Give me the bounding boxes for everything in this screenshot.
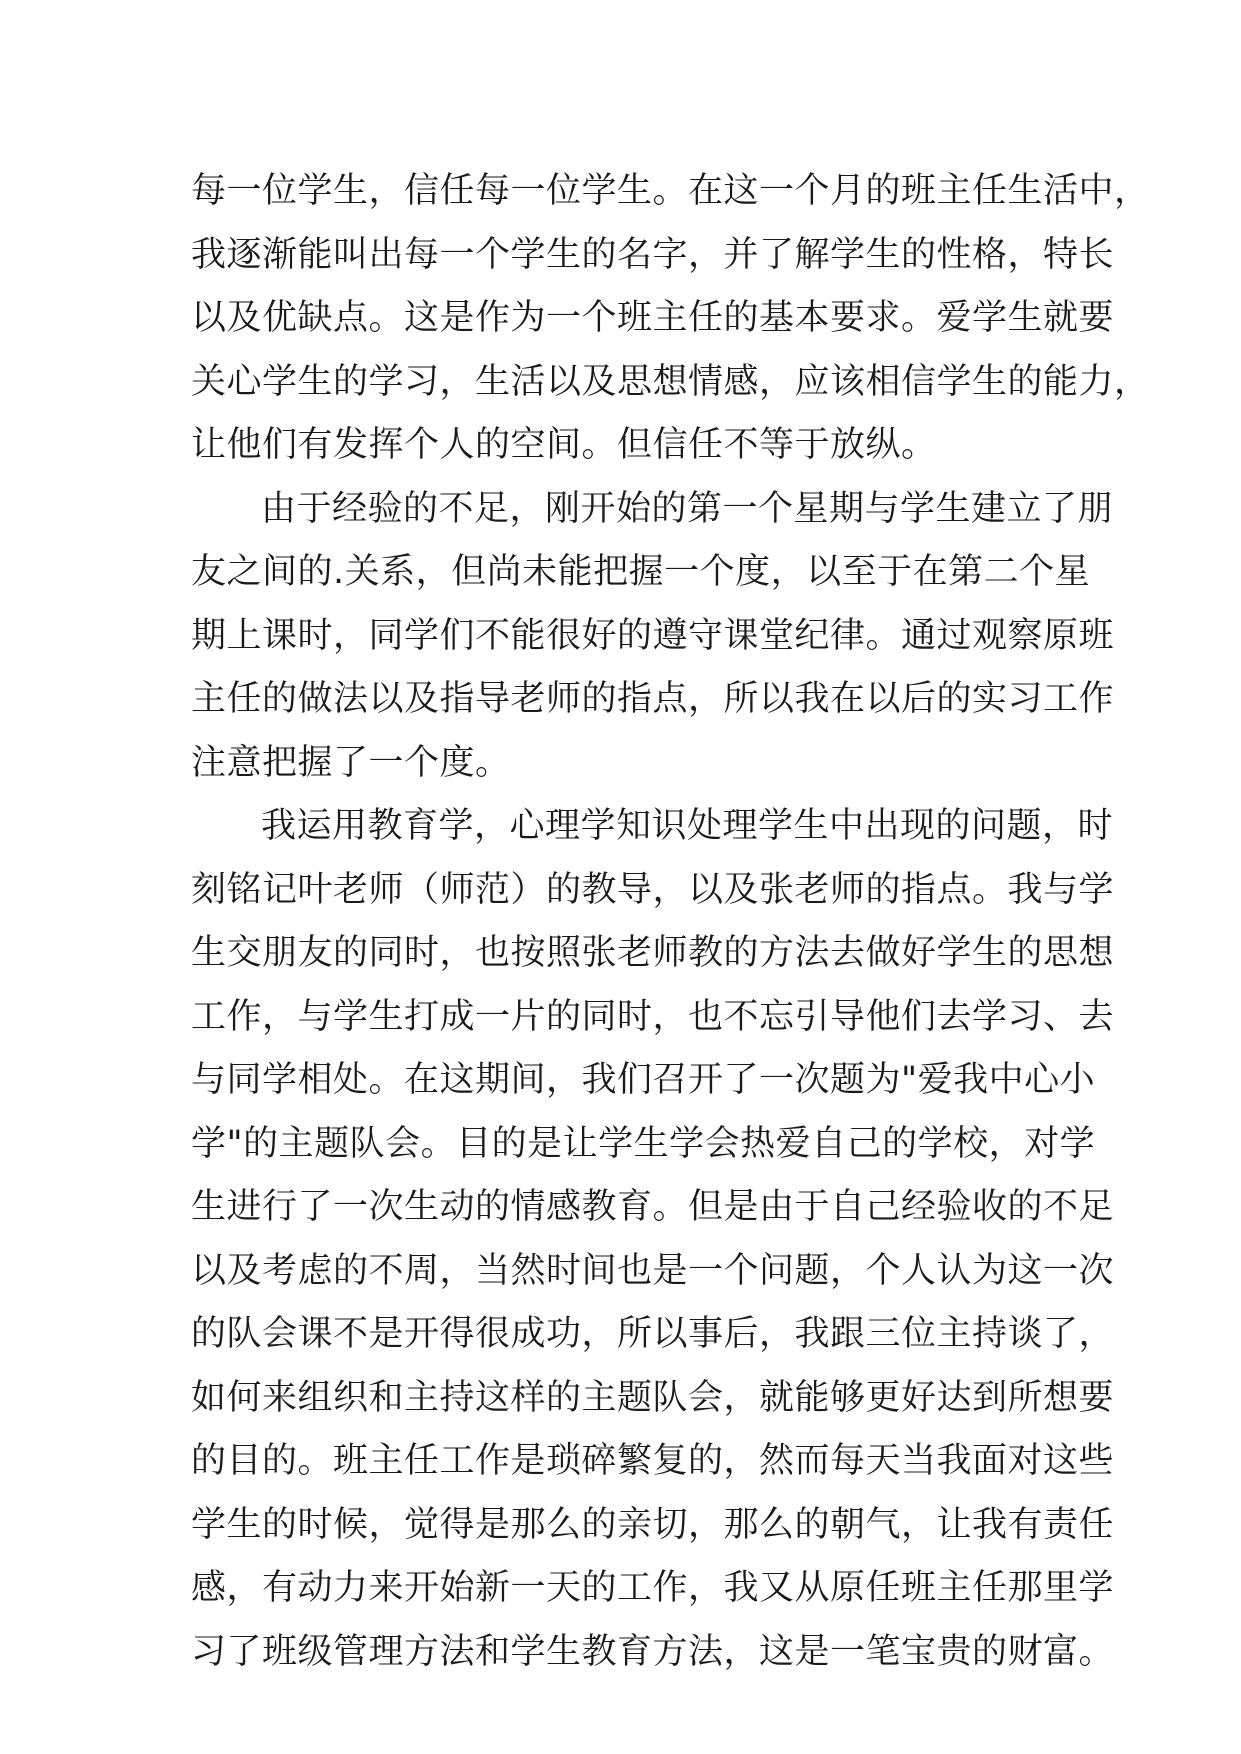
text-line: 每一位学生，信任每一位学生。在这一个月的班主任生活中， xyxy=(191,171,1150,211)
text-line: 如何来组织和主持这样的主题队会，就能够更好达到所想要 xyxy=(191,1377,1115,1418)
text-line: 的目的。班主任工作是琐碎繁复的，然而每天当我面对这些 xyxy=(191,1441,1115,1481)
document-body xyxy=(191,160,1150,1684)
text-line: 主任的做法以及指导老师的指点，所以我在以后的实习工作 xyxy=(191,679,1115,719)
text-line: 由于经验的不足，刚开始的第一个星期与学生建立了朋 xyxy=(261,488,1114,529)
text-line: 的队会课不是开得很成功，所以事后，我跟三位主持谈了， xyxy=(191,1314,1115,1354)
text-line: 习了班级管理方法和学生教育方法，这是一笔宝贵的财富。 xyxy=(191,1631,1115,1672)
text-line: 友之间的.关系，但尚未能把握一个度，以至于在第二个星 xyxy=(191,552,1091,592)
text-line: 关心学生的学习，生活以及思想情感，应该相信学生的能力， xyxy=(191,361,1150,402)
text-line: 生进行了一次生动的情感教育。但是由于自己经验收的不足 xyxy=(191,1187,1115,1227)
text-line: 生交朋友的同时，也按照张老师教的方法去做好学生的思想 xyxy=(191,933,1115,973)
text-line: 学生的时候，觉得是那么的亲切，那么的朝气，让我有责任 xyxy=(191,1504,1115,1545)
text-line: 期上课时，同学们不能很好的遵守课堂纪律。通过观察原班 xyxy=(191,615,1115,656)
text-line: 以及优缺点。这是作为一个班主任的基本要求。爱学生就要 xyxy=(191,298,1115,338)
text-line: 感，有动力来开始新一天的工作，我又从原任班主任那里学 xyxy=(191,1568,1115,1608)
text-line: 工作，与学生打成一片的同时，也不忘引导他们去学习、去 xyxy=(191,996,1115,1037)
text-line: 刻铭记叶老师（师范）的教导，以及张老师的指点。我与学 xyxy=(191,869,1115,910)
text-line: 与同学相处。在这期间，我们召开了一次题为"爱我中心小 xyxy=(191,1060,1096,1100)
text-line: 我运用教育学，心理学知识处理学生中出现的问题，时 xyxy=(261,806,1114,846)
text-line: 学"的主题队会。目的是让学生学会热爱自己的学校，对学 xyxy=(191,1123,1096,1164)
text-line: 注意把握了一个度。 xyxy=(191,742,511,783)
text-line: 以及考虑的不周，当然时间也是一个问题，个人认为这一次 xyxy=(191,1250,1115,1291)
text-line: 我逐渐能叫出每一个学生的名字，并了解学生的性格，特长 xyxy=(191,234,1115,275)
text-line: 让他们有发挥个人的空间。但信任不等于放纵。 xyxy=(191,425,937,465)
